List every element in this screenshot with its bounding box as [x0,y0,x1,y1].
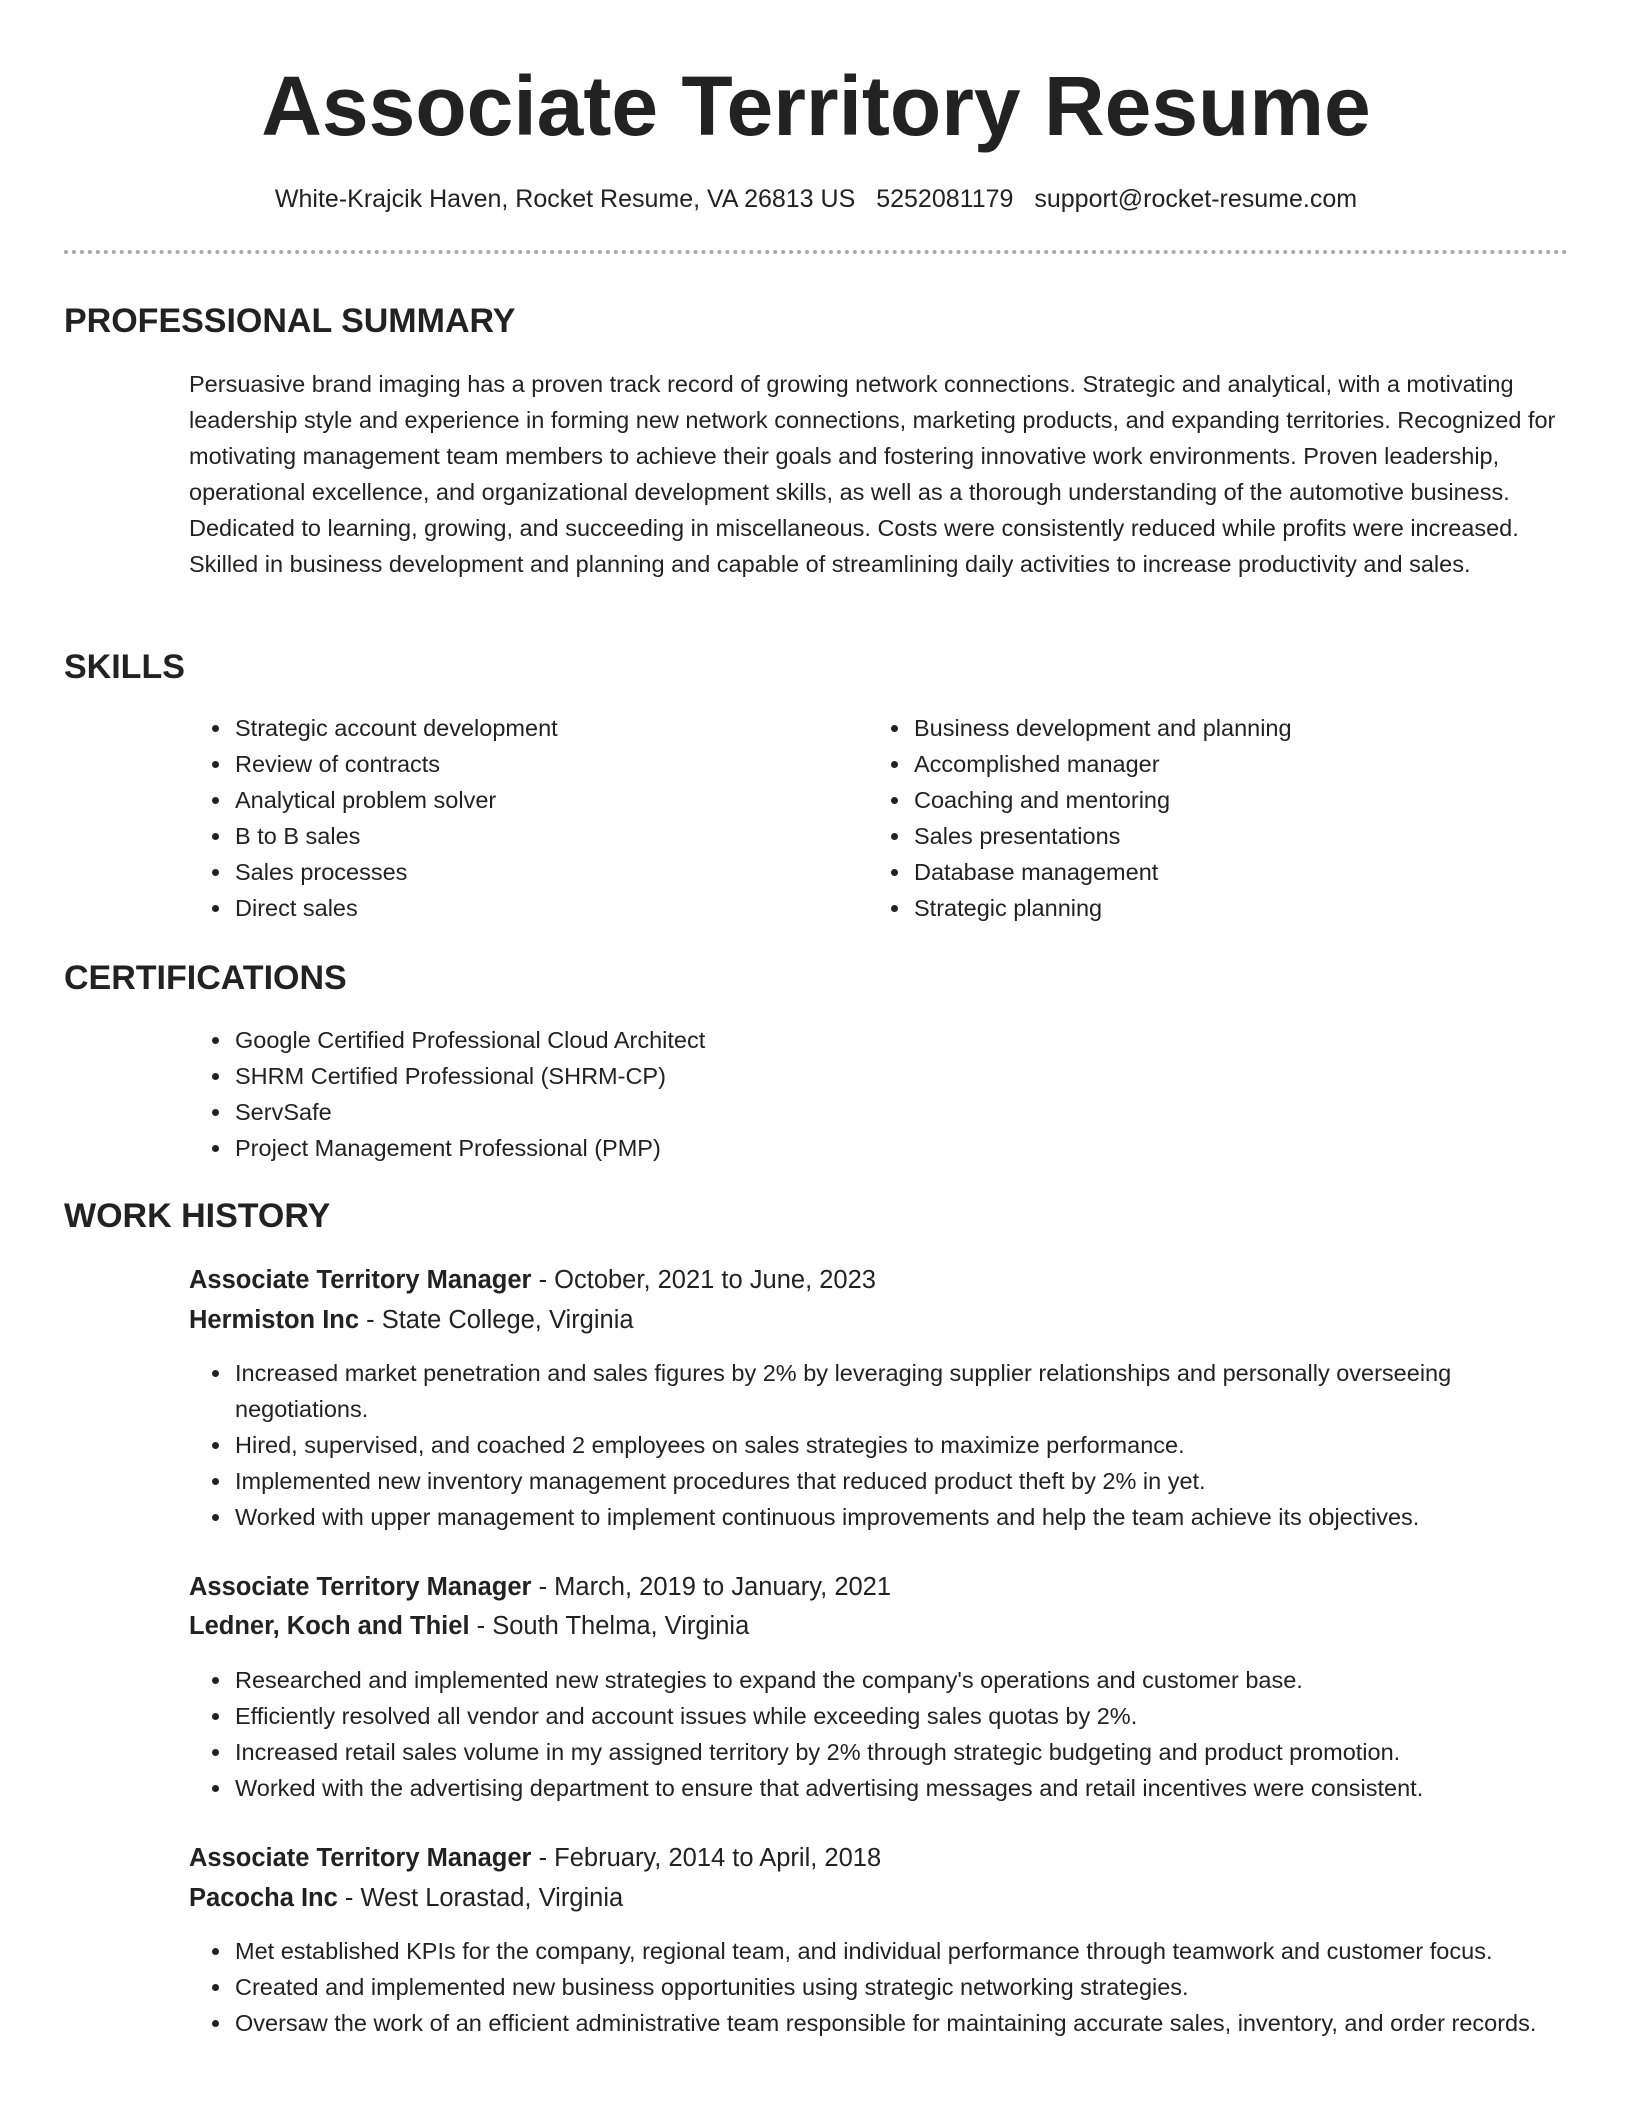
summary-text: Persuasive brand imaging has a proven track record of growing network connections. Strategic and analytical, with a motivating leadership style and experience in forming new network connections, marketing products, and expanding territories. Recognized for motivating management team members to achieve their goals and fostering innovative work environments. Proven leadership, operational excellence, and organizational development skills, as well as a thorough understanding of the automotive business. Dedicated to learning, growing, and succeeding in miscellaneous. Costs were consistently reduced while profits were increased. Skilled in business development and planning and capable of streamlining daily activities to increase productivity and sales. [189,371,1556,577]
list-item: • Project Management Professional (PMP) [233,1130,1533,1166]
list-item: • Increased market penetration and sales figures by 2% by leveraging supplier relationships and personally overseeing negotiations. [233,1355,1569,1427]
list-item: • B to B sales [233,818,833,854]
list-item: • Increased retail sales volume in my assigned territory by 2% through strategic budgeting and product promotion. [233,1734,1569,1770]
job-location: - South Thelma, Virginia [469,1612,750,1640]
list-item: • Direct sales [233,890,833,926]
summary-heading: PROFESSIONAL SUMMARY [64,302,516,340]
job-bullets [189,1662,1569,1806]
list-item: • Review of contracts [233,746,833,782]
skills-list-right [868,710,1562,926]
list-item: • ServSafe [233,1094,1533,1130]
certifications-heading: CERTIFICATIONS [64,959,347,997]
resume-title: Associate Territory Resume [261,59,1371,153]
list-item: • Sales presentations [912,818,1562,854]
job-location: - West Lorastad, Virginia [337,1884,624,1912]
list-item: • Worked with upper management to implement continuous improvements and help the team achieve its objectives. [233,1499,1569,1535]
job-company-line [189,1607,1569,1645]
job-dates: - October, 2021 to June, 2023 [531,1266,876,1294]
job-company: Hermiston Inc [189,1306,360,1334]
skills-heading: SKILLS [64,648,185,686]
job-bullets [189,1933,1569,2041]
job-title: Associate Territory Manager [189,1573,532,1601]
job-title-line [189,1261,1569,1299]
list-item: • Strategic planning [912,890,1562,926]
list-item: • Google Certified Professional Cloud Architect [233,1022,1533,1058]
contact-email[interactable]: support@rocket-resume.com [1034,185,1358,213]
list-item: • Created and implemented new business opportunities using strategic networking strategies. [233,1969,1569,2005]
job-dates: - February, 2014 to April, 2018 [531,1844,882,1872]
certifications-list [189,1022,1533,1166]
contact-phone: 5252081179 [876,185,1014,213]
list-item: • Business development and planning [912,710,1562,746]
job-title-line [189,1568,1569,1606]
list-item: • Database management [912,854,1562,890]
job-title-line [189,1839,1569,1877]
work-history-heading: WORK HISTORY [64,1197,331,1235]
job-company-line [189,1301,1569,1339]
list-item: • Analytical problem solver [233,782,833,818]
list-item: • Researched and implemented new strategies to expand the company's operations and customer base. [233,1662,1569,1698]
list-item: • Worked with the advertising department to ensure that advertising messages and retail incentives were consistent. [233,1770,1569,1806]
job-title: Associate Territory Manager [189,1266,532,1294]
job-location: - State College, Virginia [359,1306,634,1334]
list-item: • Implemented new inventory management procedures that reduced product theft by 2% in yet. [233,1463,1569,1499]
list-item: • Strategic account development [233,710,833,746]
job-title: Associate Territory Manager [189,1844,532,1872]
list-item: • Coaching and mentoring [912,782,1562,818]
list-item: • Sales processes [233,854,833,890]
job-dates: - March, 2019 to January, 2021 [531,1573,892,1601]
job-company-line [189,1879,1569,1917]
contact-line [0,181,1632,217]
job-bullets [189,1355,1569,1535]
list-item: • Hired, supervised, and coached 2 employees on sales strategies to maximize performance. [233,1427,1569,1463]
list-item: • Met established KPIs for the company, regional team, and individual performance through teamwork and customer focus. [233,1933,1569,1969]
list-item: • Efficiently resolved all vendor and account issues while exceeding sales quotas by 2%. [233,1698,1569,1734]
header-divider [64,250,1568,254]
list-item: • Accomplished manager [912,746,1562,782]
skills-list-left [189,710,833,926]
job-company: Ledner, Koch and Thiel [189,1612,470,1640]
job-company: Pacocha Inc [189,1884,338,1912]
list-item: • Oversaw the work of an efficient administrative team responsible for maintaining accurate sales, inventory, and order records. [233,2005,1569,2041]
contact-address: White-Krajcik Haven, Rocket Resume, VA 26813 US [274,185,856,213]
list-item: • SHRM Certified Professional (SHRM-CP) [233,1058,1533,1094]
